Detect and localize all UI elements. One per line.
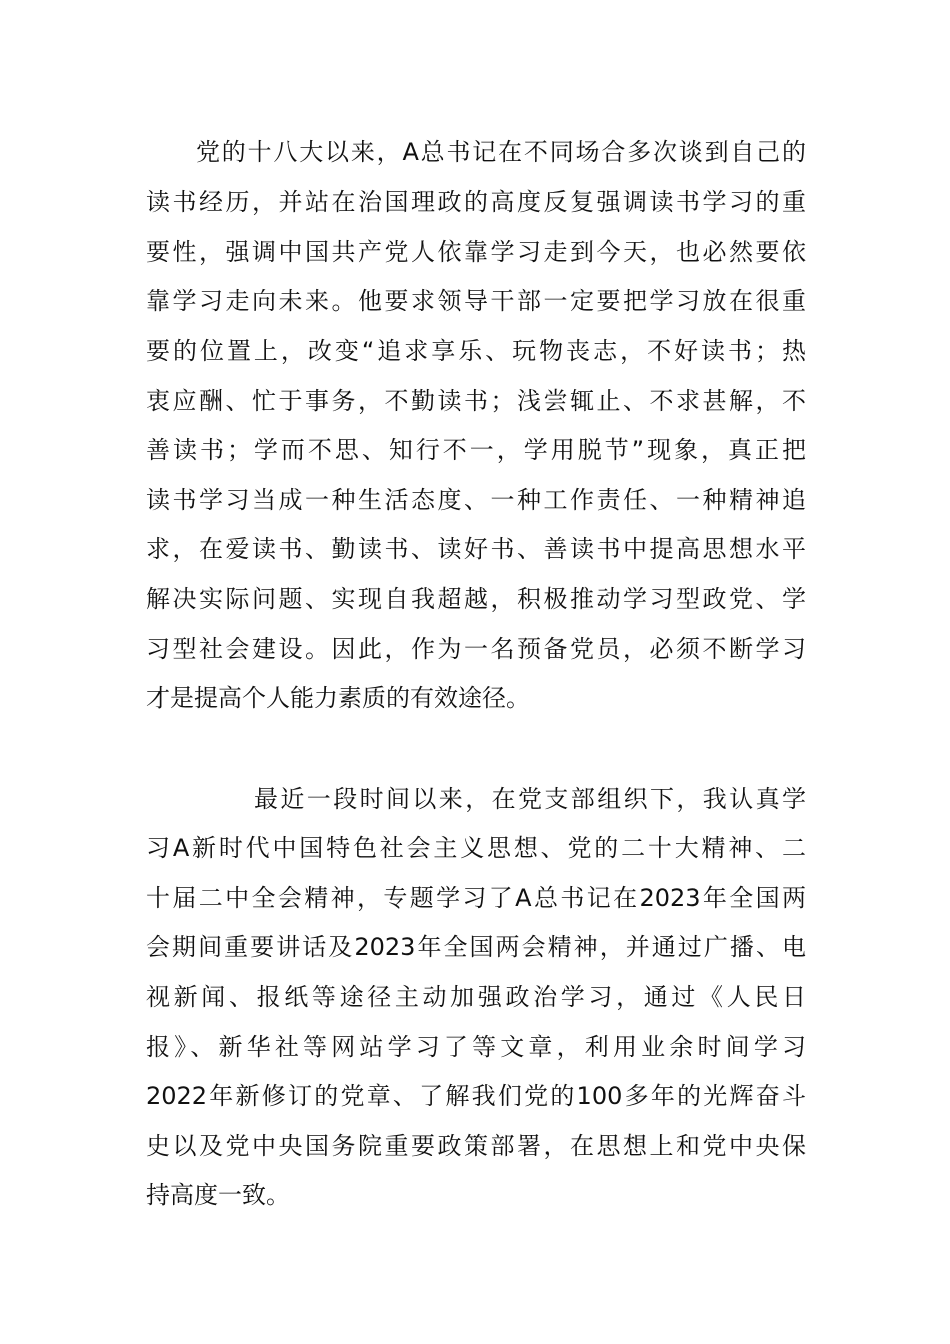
paragraph-line: 求，在爱读书、勤读书、读好书、善读书中提高思想水平	[146, 535, 806, 563]
paragraph-line: 党的十八大以来，A总书记在不同场合多次谈到自己的	[196, 138, 806, 166]
paragraph-line: 读书学习当成一种生活态度、一种工作责任、一种精神追	[146, 486, 806, 514]
paragraph-line: 读书经历，并站在治国理政的高度反复强调读书学习的重	[146, 188, 806, 216]
paragraph-line: 史以及党中央国务院重要政策部署，在思想上和党中央保	[146, 1132, 806, 1160]
paragraph-line: 习型社会建设。因此，作为一名预备党员，必须不断学习	[146, 635, 806, 663]
paragraph-line: 2022年新修订的党章、了解我们党的100多年的光辉奋斗	[146, 1082, 806, 1110]
paragraph-line: 善读书；学而不思、知行不一，学用脱节”现象，真正把	[146, 436, 806, 464]
paragraph-line: 十届二中全会精神，专题学习了A总书记在2023年全国两	[146, 884, 806, 912]
paragraph-line: 衷应酬、忙于事务，不勤读书；浅尝辄止、不求甚解，不	[146, 387, 806, 415]
paragraph-line: 报》、新华社等网站学习了等文章，利用业余时间学习	[146, 1033, 806, 1061]
paragraph-line: 才是提高个人能力素质的有效途径。	[146, 684, 530, 712]
paragraph-line: 习A新时代中国特色社会主义思想、党的二十大精神、二	[146, 834, 806, 862]
paragraph-line: 靠学习走向未来。他要求领导干部一定要把学习放在很重	[146, 287, 806, 315]
paragraph-line: 要性，强调中国共产党人依靠学习走到今天，也必然要依	[146, 238, 806, 266]
paragraph-line: 最近一段时间以来，在党支部组织下，我认真学	[254, 785, 806, 813]
paragraph-line: 会期间重要讲话及2023年全国两会精神，并通过广播、电	[146, 933, 806, 961]
paragraph-line: 要的位置上，改变“追求享乐、玩物丧志，不好读书；热	[146, 337, 806, 365]
paragraph-line: 持高度一致。	[146, 1181, 290, 1209]
paragraph-line: 视新闻、报纸等途径主动加强政治学习，通过《人民日	[146, 983, 806, 1011]
paragraph-line: 解决实际问题、实现自我超越，积极推动学习型政党、学	[146, 585, 806, 613]
